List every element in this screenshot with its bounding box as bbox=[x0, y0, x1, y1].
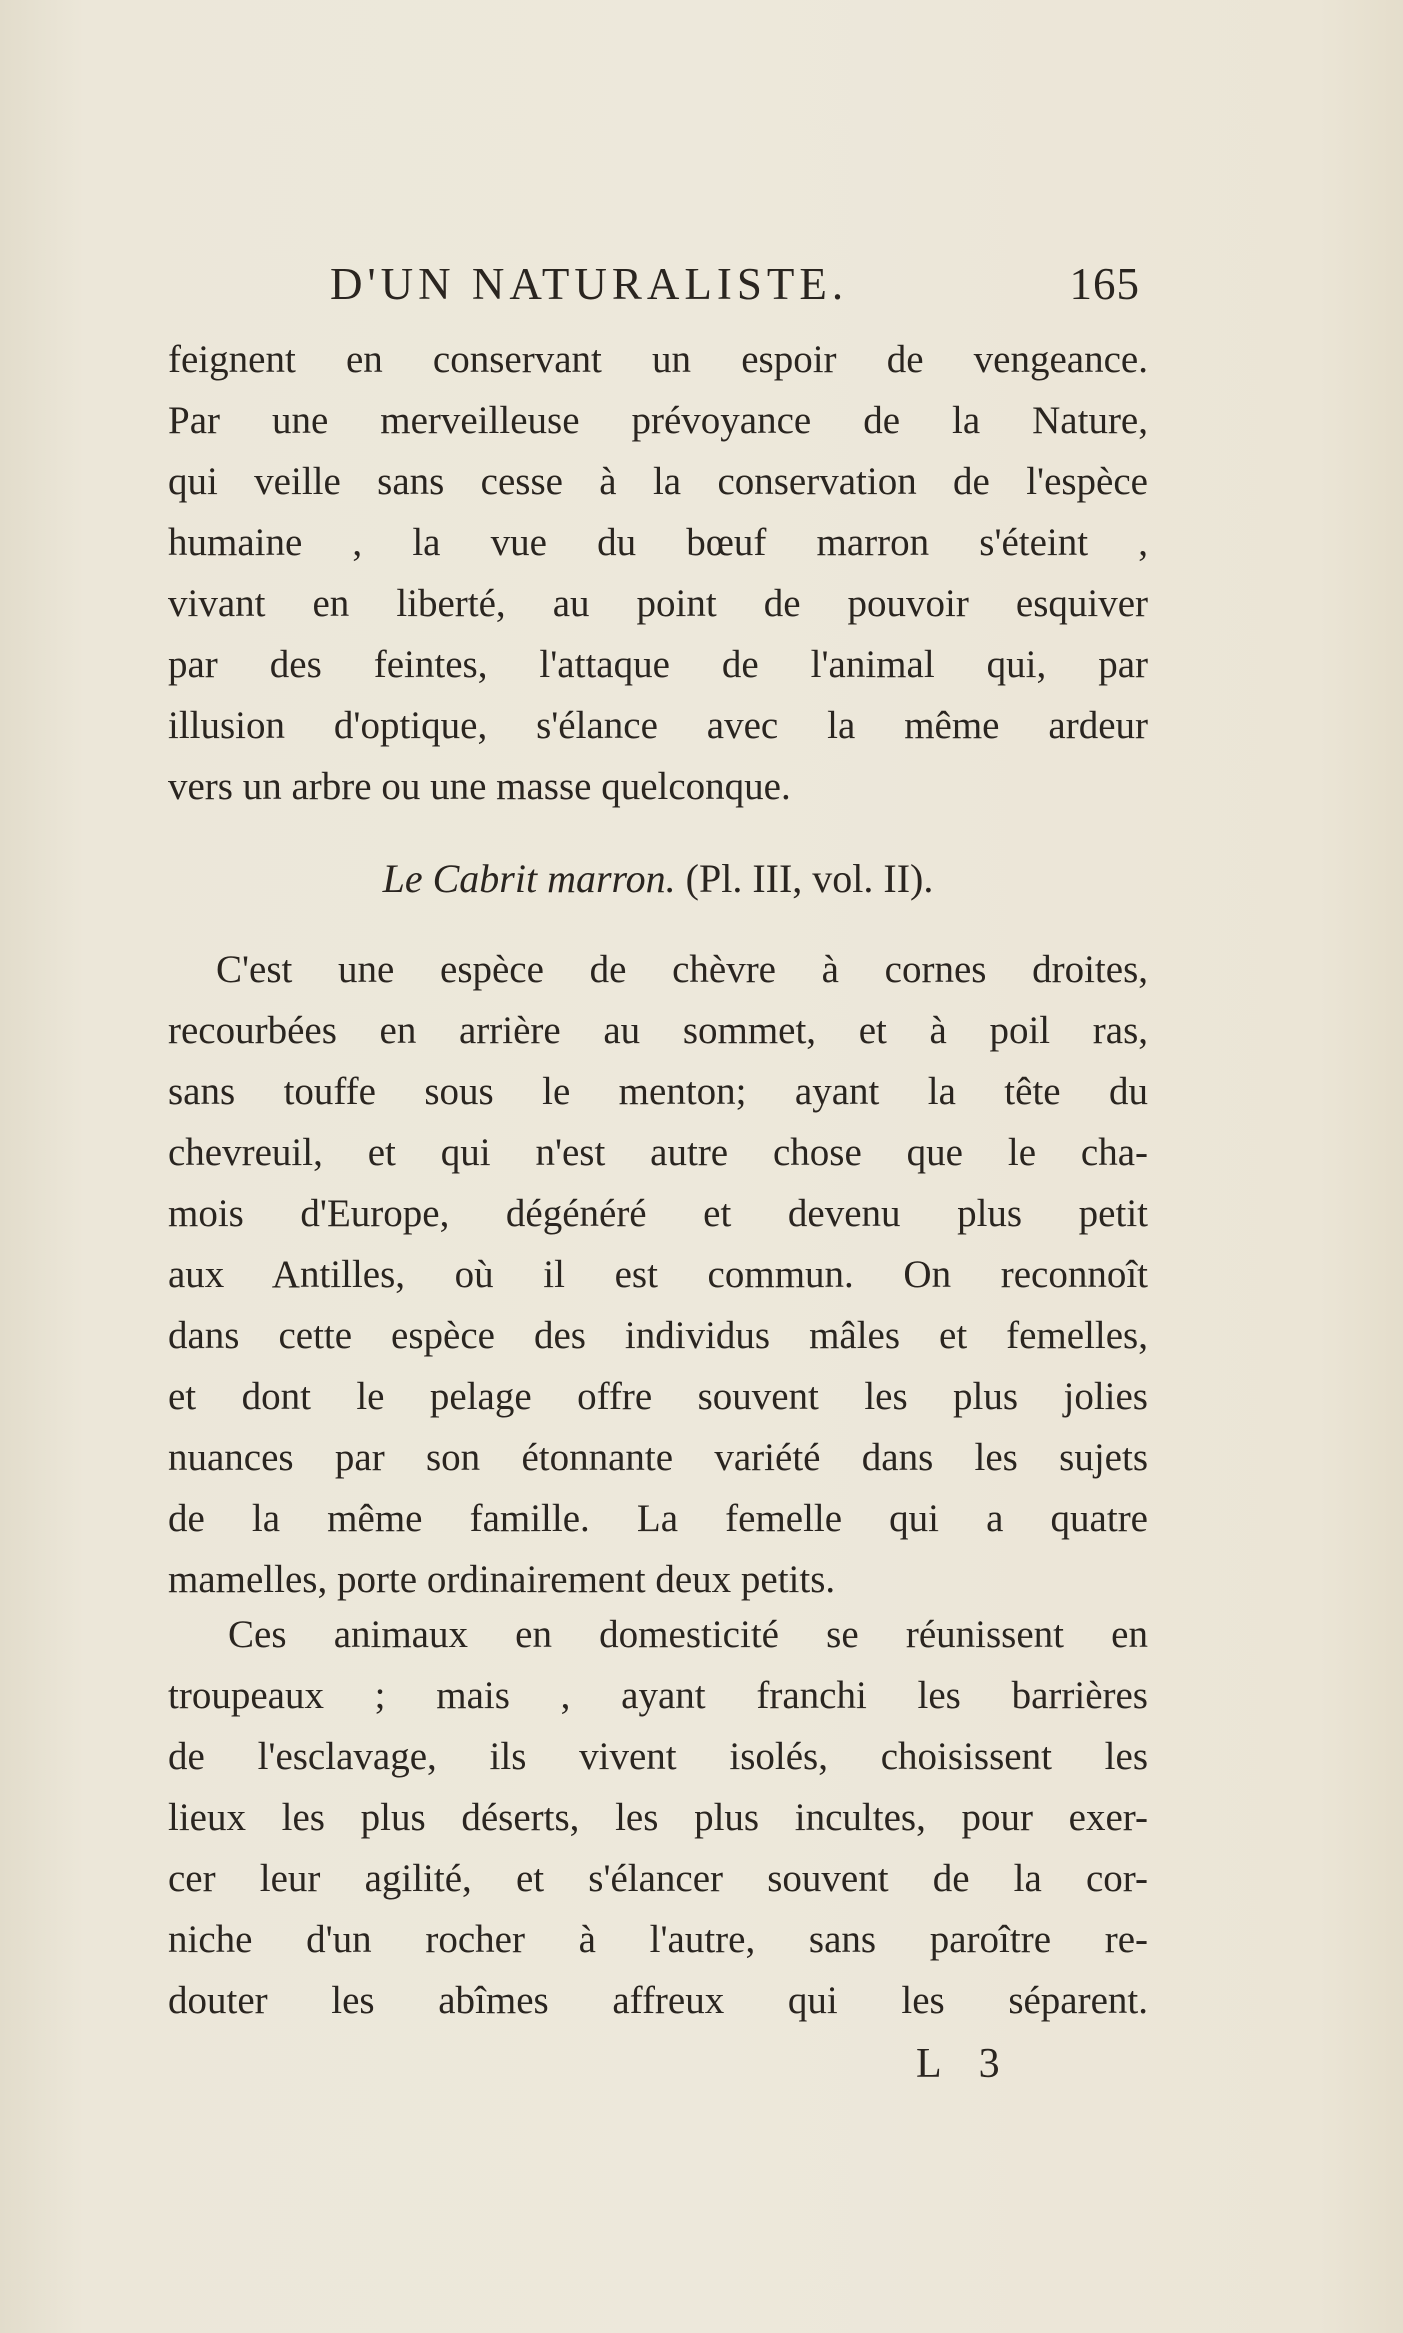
text-line: mamelles, porte ordinairement deux petits. bbox=[168, 1558, 836, 1601]
running-head bbox=[330, 258, 1140, 318]
running-title: D'UN NATURALISTE. bbox=[330, 259, 849, 309]
text-line: C'est une espèce de chèvre à cornes droites, bbox=[216, 948, 1148, 991]
text-line: vivant en liberté, au point de pouvoir esquiver bbox=[168, 582, 1148, 625]
text-line: feignent en conservant un espoir de vengeance. bbox=[168, 338, 1148, 381]
text-line: troupeaux ; mais , ayant franchi les barrières bbox=[168, 1674, 1148, 1717]
text-line: et dont le pelage offre souvent les plus jolies bbox=[168, 1375, 1148, 1418]
text-line: niche d'un rocher à l'autre, sans paroître re- bbox=[168, 1918, 1148, 1961]
text-line: qui veille sans cesse à la conservation de l'espèce bbox=[168, 460, 1148, 503]
text-line: vers un arbre ou une masse quelconque. bbox=[168, 765, 791, 808]
text-line: dans cette espèce des individus mâles et femelles, bbox=[168, 1314, 1148, 1357]
text-line: Par une merveilleuse prévoyance de la Nature, bbox=[168, 399, 1148, 442]
text-line: par des feintes, l'attaque de l'animal qui, par bbox=[168, 643, 1148, 686]
subheading bbox=[168, 855, 1148, 902]
text-line: lieux les plus déserts, les plus incultes, pour exer- bbox=[168, 1796, 1148, 1839]
subheading-title: Le Cabrit marron. bbox=[382, 856, 676, 901]
text-line: recourbées en arrière au sommet, et à poil ras, bbox=[168, 1009, 1148, 1052]
text-line: mois d'Europe, dégénéré et devenu plus petit bbox=[168, 1192, 1148, 1235]
subheading-plate-reference: (Pl. III, vol. II). bbox=[685, 856, 934, 901]
text-line: aux Antilles, où il est commun. On reconnoît bbox=[168, 1253, 1148, 1296]
page-number: 165 bbox=[1069, 259, 1140, 309]
text-line: sans touffe sous le menton; ayant la tête du bbox=[168, 1070, 1148, 1113]
text-line: humaine , la vue du bœuf marron s'éteint , bbox=[168, 521, 1148, 564]
text-line: chevreuil, et qui n'est autre chose que le cha- bbox=[168, 1131, 1148, 1174]
text-line: de la même famille. La femelle qui a quatre bbox=[168, 1497, 1148, 1540]
text-line: douter les abîmes affreux qui les séparent. bbox=[168, 1979, 1148, 2022]
text-line: nuances par son étonnante variété dans les sujets bbox=[168, 1436, 1148, 1479]
text-line: cer leur agilité, et s'élancer souvent de la cor- bbox=[168, 1857, 1148, 1900]
signature-mark: L 3 bbox=[916, 2041, 1014, 2087]
text-line: illusion d'optique, s'élance avec la même ardeur bbox=[168, 704, 1148, 747]
text-line: Ces animaux en domesticité se réunissent en bbox=[228, 1613, 1148, 1656]
text-line: de l'esclavage, ils vivent isolés, choisissent les bbox=[168, 1735, 1148, 1778]
